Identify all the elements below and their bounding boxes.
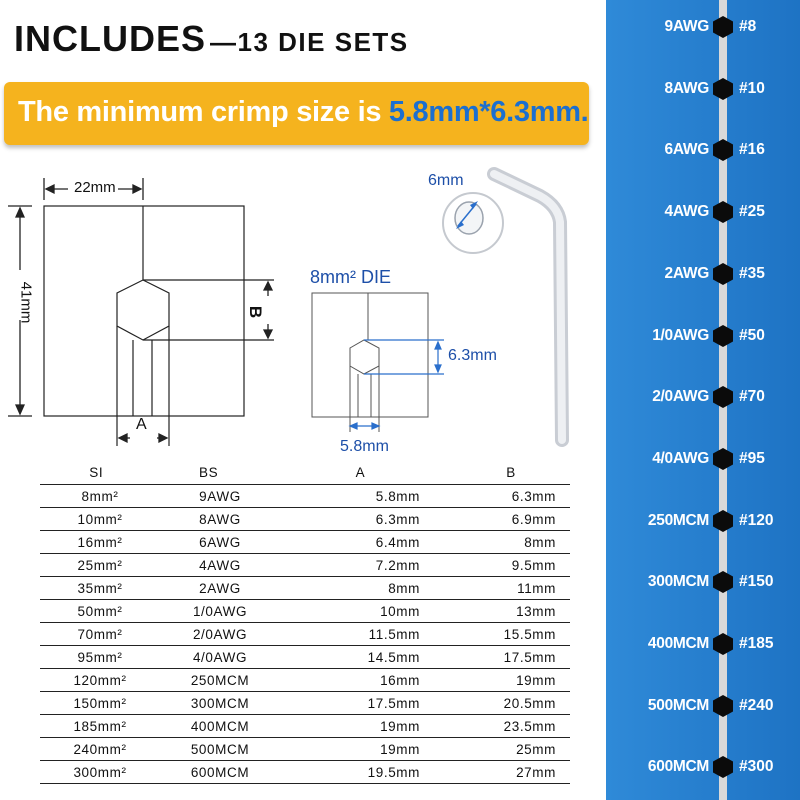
rail-bs-label: 4AWG [664, 203, 709, 220]
table-row [40, 691, 570, 714]
rail-item [606, 135, 800, 165]
hexagon-icon [711, 385, 735, 409]
cell-si: 185mm² [73, 718, 127, 734]
die-size-table [40, 460, 570, 784]
table-row [40, 553, 570, 576]
title-main: INCLUDES [14, 18, 207, 59]
banner-text [18, 96, 588, 129]
die-a-value: 5.8mm [340, 438, 389, 455]
die-diagram [0, 160, 600, 460]
cell-si: 25mm² [77, 557, 123, 573]
cell-si: 10mm² [77, 511, 123, 527]
width-label: 22mm [74, 179, 116, 196]
die-b-value: 6.3mm [448, 347, 497, 364]
rail-item [606, 74, 800, 104]
rail-item [606, 197, 800, 227]
rail-bs-label: 250MCM [647, 512, 709, 529]
rail-bs-label: 300MCM [647, 573, 709, 590]
table-row [40, 714, 570, 737]
cell-b: 6.9mm [511, 511, 556, 527]
a-dimension-label: A [136, 416, 147, 433]
cell-si: 35mm² [77, 580, 123, 596]
hexagon-icon [711, 200, 735, 224]
rail-bs-label: 400MCM [647, 635, 709, 652]
small-die-outline [312, 293, 428, 432]
header-a: A [355, 464, 366, 480]
rail-bs-label: 600MCM [647, 758, 709, 775]
rail-die-number: #120 [739, 512, 774, 529]
die-title: 8mm² DIE [310, 267, 391, 287]
rail-die-number: #50 [739, 327, 765, 344]
rail-item [606, 629, 800, 659]
rail-die-number: #300 [739, 758, 774, 775]
cell-bs: 2AWG [199, 580, 241, 596]
table-row [40, 530, 570, 553]
cell-si: 120mm² [73, 672, 127, 688]
large-die-outline [44, 206, 274, 446]
rail-bs-label: 1/0AWG [652, 327, 709, 344]
cell-b: 27mm [516, 764, 556, 780]
cell-bs: 4/0AWG [192, 649, 248, 665]
rail-die-number: #70 [739, 388, 765, 405]
cell-b: 13mm [516, 603, 556, 619]
hexagon-icon [711, 77, 735, 101]
cell-bs: 400MCM [190, 718, 250, 734]
cell-si: 240mm² [73, 741, 127, 757]
cell-bs: 2/0AWG [192, 626, 248, 642]
hexagon-icon [711, 262, 735, 286]
hexagon-icon [711, 694, 735, 718]
cell-a: 19mm [380, 741, 420, 757]
cell-a: 7.2mm [375, 557, 420, 573]
rail-die-number: #240 [739, 697, 774, 714]
b-dimension-label: B [246, 305, 266, 319]
page-title [14, 18, 409, 60]
cell-a: 10mm [380, 603, 420, 619]
hexagon-icon [711, 755, 735, 779]
cell-b: 17.5mm [503, 649, 556, 665]
hex-key-drawing [443, 174, 562, 440]
rail-die-number: #95 [739, 450, 765, 467]
banner-highlight: 5.8mm*6.3mm. [388, 96, 589, 128]
cell-a: 5.8mm [375, 488, 420, 504]
rail-item [606, 12, 800, 42]
key-size-label: 6mm [428, 172, 464, 189]
cell-a: 16mm [380, 672, 420, 688]
hexagon-icon [711, 509, 735, 533]
table-row [40, 576, 570, 599]
table-row [40, 622, 570, 645]
height-label: 41mm [17, 281, 35, 324]
rail-die-number: #8 [739, 18, 757, 35]
cell-b: 20.5mm [503, 695, 556, 711]
cell-si: 95mm² [77, 649, 123, 665]
cell-b: 25mm [516, 741, 556, 757]
cell-bs: 6AWG [199, 534, 241, 550]
rail-die-number: #25 [739, 203, 765, 220]
rail-die-number: #35 [739, 265, 765, 282]
cell-bs: 500MCM [190, 741, 250, 757]
hexagon-icon [711, 15, 735, 39]
cell-b: 9.5mm [511, 557, 556, 573]
table-row [40, 507, 570, 530]
rail-bs-label: 9AWG [664, 18, 709, 35]
cell-bs: 250MCM [190, 672, 250, 688]
cell-bs: 4AWG [199, 557, 241, 573]
cell-b: 8mm [524, 534, 556, 550]
cell-a: 17.5mm [367, 695, 420, 711]
dimension-lines [8, 178, 272, 442]
rail-bs-label: 8AWG [664, 80, 709, 97]
hexagon-icon [711, 570, 735, 594]
banner-prefix: The minimum crimp size is [18, 96, 389, 128]
table-row [40, 737, 570, 760]
cell-bs: 8AWG [199, 511, 241, 527]
rail-item [606, 444, 800, 474]
table-body [40, 484, 570, 784]
die-diagram-drawing [0, 160, 600, 460]
hexagon-icon [711, 447, 735, 471]
cell-b: 15.5mm [503, 626, 556, 642]
cell-si: 16mm² [77, 534, 123, 550]
die-set-rail [606, 0, 800, 800]
rail-item [606, 259, 800, 289]
table-row [40, 599, 570, 622]
table-row [40, 484, 570, 507]
cell-b: 23.5mm [503, 718, 556, 734]
cell-b: 6.3mm [511, 488, 556, 504]
header-si: SI [89, 464, 104, 480]
rail-item [606, 321, 800, 351]
rail-die-number: #10 [739, 80, 765, 97]
rail-item [606, 752, 800, 782]
table-header [40, 460, 570, 484]
cell-a: 6.3mm [375, 511, 420, 527]
header-bs: BS [199, 464, 219, 480]
small-die-dimensions [350, 340, 444, 429]
rail-bs-label: 6AWG [664, 141, 709, 158]
cell-b: 11mm [517, 580, 556, 596]
cell-a: 11.5mm [368, 626, 420, 642]
cell-a: 8mm [388, 580, 420, 596]
rail-item [606, 382, 800, 412]
cell-bs: 600MCM [190, 764, 250, 780]
hexagon-icon [711, 138, 735, 162]
cell-si: 50mm² [77, 603, 123, 619]
cell-si: 8mm² [81, 488, 119, 504]
cell-si: 150mm² [73, 695, 127, 711]
cell-a: 19.5mm [367, 764, 420, 780]
rail-die-number: #16 [739, 141, 765, 158]
min-crimp-banner [4, 82, 589, 145]
rail-die-number: #185 [739, 635, 774, 652]
rail-bs-label: 4/0AWG [652, 450, 709, 467]
table-row [40, 760, 570, 784]
cell-si: 300mm² [73, 764, 127, 780]
cell-bs: 300MCM [190, 695, 250, 711]
cell-b: 19mm [516, 672, 556, 688]
title-subtitle: —13 DIE SETS [210, 27, 409, 57]
cell-bs: 1/0AWG [192, 603, 248, 619]
table-row [40, 668, 570, 691]
rail-bs-label: 2/0AWG [652, 388, 709, 405]
rail-item [606, 506, 800, 536]
rail-bs-label: 500MCM [647, 697, 709, 714]
table-row [40, 645, 570, 668]
rail-bs-label: 2AWG [664, 265, 709, 282]
rail-item [606, 691, 800, 721]
cell-a: 19mm [380, 718, 420, 734]
cell-a: 6.4mm [375, 534, 420, 550]
cell-si: 70mm² [77, 626, 123, 642]
hexagon-icon [711, 324, 735, 348]
rail-die-number: #150 [739, 573, 774, 590]
rail-item [606, 567, 800, 597]
hexagon-icon [711, 632, 735, 656]
cell-bs: 9AWG [199, 488, 241, 504]
cell-a: 14.5mm [367, 649, 420, 665]
header-b: B [506, 464, 516, 480]
